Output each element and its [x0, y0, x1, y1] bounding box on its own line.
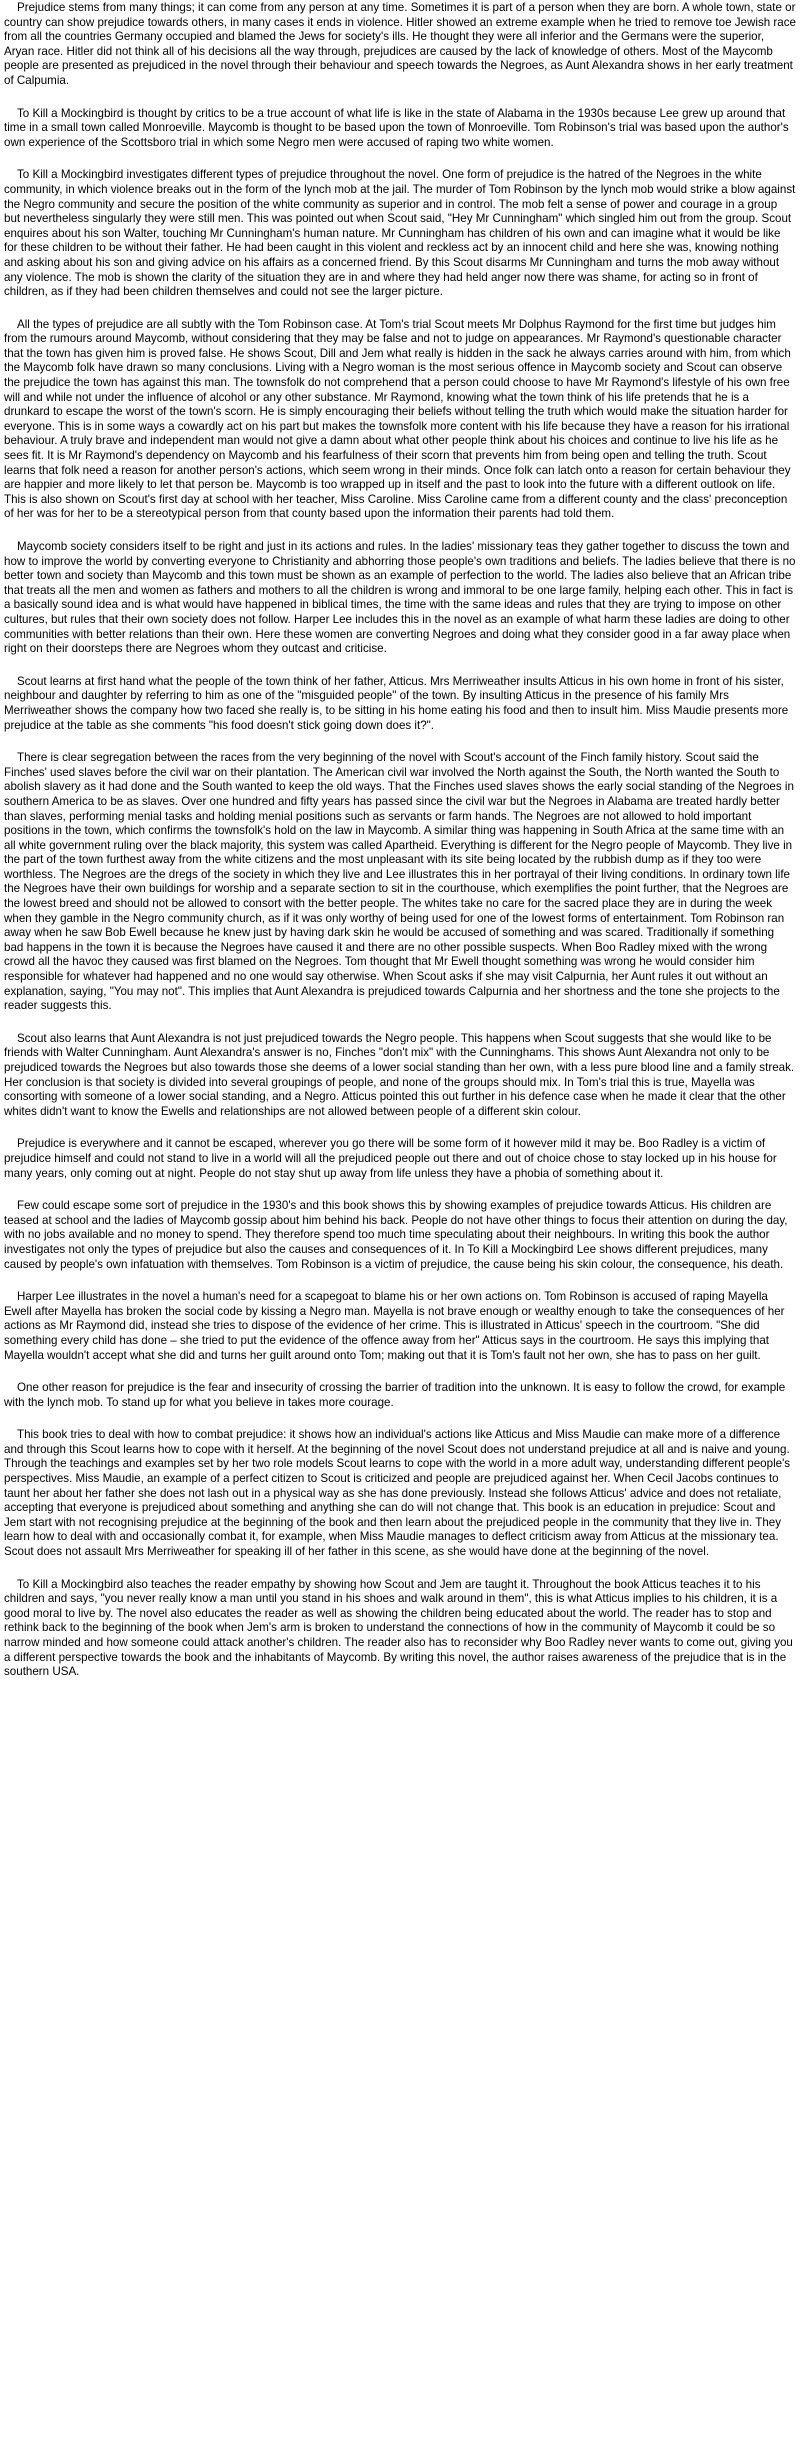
paragraph-dolphus-raymond: All the types of prejudice are all subtly with the Tom Robinson case. At Tom's trial Scout meets Mr Dolphus Raymond for the first time but judges him from the rumours around Maycomb, without considering that they may be false and not to judge on appearances. Mr Raymond's questionable character that the town has given him is proved false. He shows Scout, Dill and Jem what really is hidden in the sack he always carries around with him, from which the Maycomb folk have drawn so many conclusions. Living with a Negro woman is the most serious offence in Maycomb society and Scout can observe the prejudice the town has against this man. The townsfolk do not comprehend that a person could choose to have Mr Raymond's lifestyle of his own free will and while not under the influence of alcohol or any other substance. Mr Raymond, knowing what the town think of his life pretends that he is a drunkard to escape the worst of the town's scorn. He is simply encouraging their beliefs without telling the truth which would make the situation harder for everyone. This is in some ways a cowardly act on his part but makes the townsfolk more content with his life because they have a reason for his irrational behaviour. A truly brave and independent man would not give a damn about what other people think about his choices and continue to live his life as he sees fit. It is Mr Raymond's dependency on Maycomb and his fearfulness of their scorn that prevents him from being open and telling the truth. Scout learns that folk need a reason for another person's actions, which seem wrong in their minds. Once folk can latch onto a reason for certain behaviour they are happier and more likely to let that person be. Maycomb is too wrapped up in itself and the past to look into the future with a different outlook on life. This is also shown on Scout's first day at school with her teacher, Miss Caroline. Miss Caroline came from a different county and the class' preconception of her was for her to be a stereotypical person from that county based upon the information their parents had told them. — [4, 317, 791, 521]
paragraph-missionary-teas: Maycomb society considers itself to be right and just in its actions and rules. In the ladies' missionary teas they gather together to discuss the town and how to improve the world by converting everyone to Christianity and abhorring those people's own traditions and beliefs. The ladies believe that there is no better town and society than Maycomb and this town must be shown as an example of perfection to the world. The ladies also believe that an African tribe that treats all the men and women as fathers and mothers to all the children is wrong and immoral to be one large family, helping each other. This in fact is a basically sound idea and is what would have happened in biblical times, the time with the same ideas and rules that they are trying to impose on other cultures, but rules that their own society does not follow. Harper Lee includes this in the novel as an example of what harm these ladies are doing to other communities with better relations than their own. Here these women are converting Negroes and doing what they consider good in a far away place when right on their doorsteps there are Negroes whom they outcast and criticise. — [4, 540, 796, 656]
paragraph-lynch-mob: To Kill a Mockingbird investigates different types of prejudice throughout the novel. One form of prejudice is the hatred of the Negroes in the white community, in which violence breaks out in the form of the lynch mob at the jail. The murder of Tom Robinson by the lynch mob would strike a blow against the Negro community and secure the position of the white community as superior and in control. The mob felt a sense of power and courage in a group but nevertheless singularly they were still men. This was pointed out when Scout said, "Hey Mr Cunningham" which singled him out from the group. Scout enquires about his son Walter, touching Mr Cunningham's human nature. Mr Cunningham has children of his own and can imagine what it would be like for these children to be without their father. He had been caught in this violent and reckless act by an innocent child and here she was, knowing nothing and asking about his son and giving advice on his affairs as a concerned friend. By this Scout disarms Mr Cunningham and turns the mob away without any violence. The mob is shown the clarity of the situation they are in and where they had held anger now there was shame, for acting so in front of children, as if they had been children themselves and could not see the larger picture. — [4, 168, 796, 299]
paragraph-intro: Prejudice stems from many things; it can come from any person at any time. Sometimes it is part of a person when they are born. A whole town, state or country can show prejudice towards others, in many cases it ends in violence. Hitler showed an extreme example when he tried to remove toe Jewish race from all the countries Germany occupied and blamed the Jews for society's ills. He thought they were all inferior and the Germans were the superior, Aryan race. Hitler did not think all of his decisions all the way through, prejudices are caused by the lack of knowledge of others. Most of the Maycomb people are presented as prejudiced in the novel through their behaviour and speech towards the Negroes, as Aunt Alexandra shows in her early treatment of Calpumia. — [4, 1, 796, 87]
paragraph-aunt-alexandra: Scout also learns that Aunt Alexandra is not just prejudiced towards the Negro people. This happens when Scout suggests that she would like to be friends with Walter Cunningham. Aunt Alexandra's answer is no, Finches "don't mix" with the Cunninghams. This shows Aunt Alexandra not only to be prejudiced towards the Negroes but also towards those she deems of a lower social standing than her own, with a less pure blood line and a family streak. Her conclusion is that society is divided into several groupings of people, and none of the groups should mix. In Tom's trial this is true, Mayella was consorting with someone of a lower social standing, and a Negro. Atticus pointed this out further in his defence case when he made it clear that the other whites didn't want to know the Ewells and relationships are not allowed between people of a different skin colour. — [4, 1031, 795, 1118]
paragraph-empathy: To Kill a Mockingbird also teaches the reader empathy by showing how Scout and Jem are taught it. Throughout the book Atticus teaches it to his children and says, "you never really know a man until you stand in his shoes and walk around in them", this is what Atticus implies to his children, it is a good moral to live by. The novel also educates the reader as well as showing the children being educated about the world. The reader has to stop and rethink back to the beginning of the book when Jem's arm is broken to understand the connections of how in the community of Maycomb it could be so narrow minded and how someone could attack another's children. The reader also has to reconsider why Boo Radley never wants to come out, giving you a different perspective towards the book and the inhabitants of Maycomb. By writing this novel, the author raises awareness of the prejudice that is in the southern USA. — [4, 1577, 793, 1679]
paragraph-boo-radley: Prejudice is everywhere and it cannot be escaped, wherever you go there will be some form of it however mild it may be. Boo Radley is a victim of prejudice himself and could not stand to live in a world will all the prejudiced people out there and out of choice chose to stay locked up in his house for many years, only coming out at night. People do not stay shut up away from life unless they have a phobia of something about it. — [4, 1137, 777, 1180]
paragraph-historical-context: To Kill a Mockingbird is thought by critics to be a true account of what life is like in the state of Alabama in the 1930s because Lee grew up around that time in a small town called Monroeville. Maycomb is thought to be based upon the town of Monroeville. Tom Robinson's trial was based upon the author's own experience of the Scottsboro trial in which some Negro men were accused of raping two white women. — [4, 106, 789, 149]
paragraph-mrs-merriweather: Scout learns at first hand what the people of the town think of her father, Atticus. Mrs Merriweather insults Atticus in his own home in front of his sister, neighbour and daughter by referring to him as one of the "misguided people" of the town. By insulting Atticus in the presence of his family Mrs Merriweather shows the company how two faced she really is, to be sitting in his home eating his food and then to insult him. Miss Maudie presents more prejudice at the table as she comments "his food doesn't stick going down does it?". — [4, 674, 789, 732]
paragraph-combat-prejudice: This book tries to deal with how to combat prejudice: it shows how an individual's actions like Atticus and Miss Maudie can make more of a difference and through this Scout learns how to cope with it herself. At the beginning of the novel Scout does not understand prejudice at all and is naive and young. Through the teachings and examples set by her two role models Scout learns to cope with the world in a more adult way, understanding different people's perspectives. Miss Maudie, an example of a perfect citizen to Scout is criticized and people are prejudiced against her. When Cecil Jacobs continues to taunt her about her father she does not lash out in a physical way as she has done previously. Instead she follows Atticus' advice and does not retaliate, accepting that everyone is prejudiced about something and anything she can do will not change that. This book is an education in prejudice: Scout and Jem start with not recognising prejudice at the beginning of the book and then learn about the prejudiced people in the community that they live in. They learn how to deal with and occasionally combat it, for example, when Miss Maudie manages to deflect criticism away from Atticus at the missionary tea. Scout does not assault Mrs Merriweather for speaking ill of her father in this scene, as she would have done at the beginning of the novel. — [4, 1428, 791, 1559]
paragraph-1930s-prejudice: Few could escape some sort of prejudice in the 1930's and this book shows this by showing examples of prejudice towards Atticus. His children are teased at school and the ladies of Maycomb gossip about him behind his back. People do not have other things to focus their attention on during the day, with no jobs available and no money to spend. They therefore spend too much time speculating about their neighbours. In writing this book the author investigates not only the types of prejudice but also the causes and consequences of it. In To Kill a Mockingbird Lee shows different prejudices, many caused by people's own infatuation with themselves. Tom Robinson is a victim of prejudice, the cause being his skin colour, the consequence, his death. — [4, 1199, 788, 1271]
paragraph-scapegoat: Harper Lee illustrates in the novel a human's need for a scapegoat to blame his or her own actions on. Tom Robinson is accused of raping Mayella Ewell after Mayella has broken the social code by kissing a Negro man. Mayella is not brave enough or wealthy enough to take the consequences of her actions as Mr Raymond did, instead she tries to dispose of the evidence of her crime. This is illustrated in Atticus' speech in the courtroom. "She did something every child has done – she tried to put the evidence of the offence away from her" Atticus says in the courtroom. He says this implying that Mayella wouldn't accept what she did and turns her guilt around onto Tom; making out that it is Tom's fault not her own, she has to pass on her guilt. — [4, 1290, 785, 1362]
paragraph-segregation: There is clear segregation between the races from the very beginning of the novel with Scout's account of the Finch family history. Scout said the Finches' used slaves before the civil war on their plantation. The American civil war involved the North against the South, the North wanted the South to abolish slavery as it had done and the South wanted to keep the old ways. That the Finches used slaves shows the early social standing of the Negroes in southern America to be as slaves. Over one hundred and fifty years has passed since the civil war but the Negroes in Alabama are treated hardly better than slaves, performing menial tasks and holding menial positions such as servants or farm hands. The Negroes are not allowed to hold important positions in the town, which confirms the townsfolk's hold on the law in Maycomb. A similar thing was happening in South Africa at the same time with an all white government ruling over the black majority, this system was called Apartheid. Everything is different for the Negro people of Maycomb. They live in the part of the town furthest away from the white citizens and the most unpleasant with its site being located by the rubbish dump as if they too were worthless. The Negroes are the dregs of the society in which they live and Lee illustrates this in her portrayal of their living conditions. In ordinary town life the Negroes have their own buildings for worship and a separate section to sit in the courthouse, which exemplifies the point further, that the Negroes are the lowest breed and should not be allowed to consort with the better people. The whites take no care for the sacred place they are in during the week when they gamble in the Negro community church, as if it was only worthy of being used for one of the lowest forms of entertainment. Tom Robinson ran away when he saw Bob Ewell because he knew just by having dark skin he would be accused of something and was scared. Traditionally if something bad happens in the town it is because the Negroes have caused it and there are no other possible suspects. When Boo Radley mixed with the wrong crowd all the havoc they caused was first blamed on the Negroes. Tom thought that Mr Ewell thought something was wrong he would consider him responsible for whatever had happened and no one would say otherwise. When Scout asks if she may visit Calpurnia, her Aunt rules it out without an explanation, saying, "You may not". This implies that Aunt Alexandra is prejudiced towards Calpurnia and her shortness and the tone she projects to the reader suggests this. — [4, 751, 794, 1013]
paragraph-fear-of-unknown: One other reason for prejudice is the fear and insecurity of crossing the barrier of tradition into the unknown. It is easy to follow the crowd, for example with the lynch mob. To stand up for what you believe in takes more courage. — [4, 1381, 786, 1409]
